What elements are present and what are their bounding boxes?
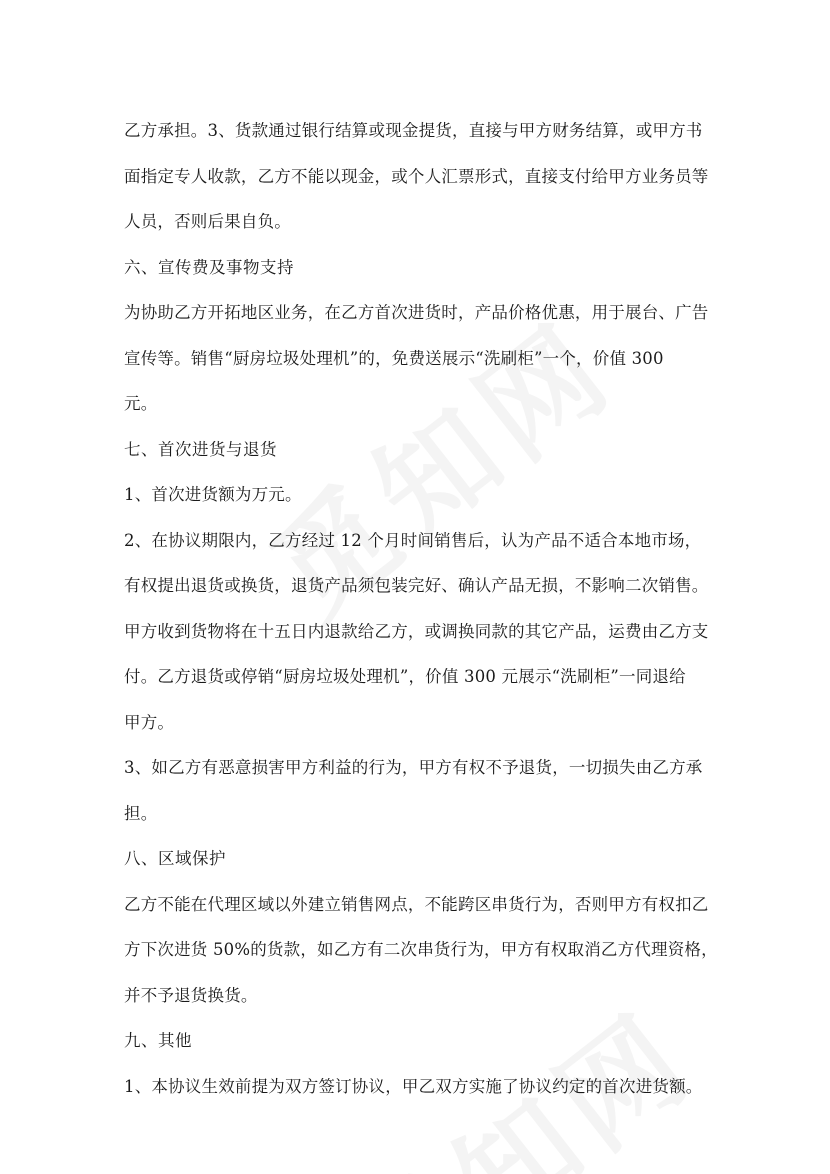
section-heading-other: 九、其他 [124,1031,192,1050]
section-heading-territory-protection: 八、区域保护 [124,849,226,868]
document-body [124,108,718,1109]
paragraph-line: 宣传等。销售“厨房垃圾处理机”的，免费送展示“洗刷柜”一个，价值 300 [124,348,664,368]
paragraph-line: 甲方收到货物将在十五日内退款给乙方，或调换同款的其它产品，运费由乙方支 [124,621,709,641]
section-heading-first-order-returns: 七、首次进货与退货 [124,439,277,459]
paragraph-line: 元。 [124,394,158,413]
paragraph-line: 乙方承担。3、货款通过银行结算或现金提货，直接与甲方财务结算，或甲方书 [124,121,703,140]
paragraph-line: 甲方。 [124,712,175,732]
paragraph-line: 方下次进货 50%的货款，如乙方有二次串货行为，甲方有权取消乙方代理资格， [124,940,718,959]
section-heading-publicity-support: 六、宣传费及事物支持 [124,257,294,277]
paragraph-line: 付。乙方退货或停销“厨房垃圾处理机”，价值 300 元展示“洗刷柜”一同退给 [124,667,686,686]
paragraph-line: 1、首次进货额为万元。 [124,485,302,504]
paragraph-line: 人员，否则后果自负。 [124,212,291,231]
paragraph-line: 担。 [124,803,158,823]
paragraph-line: 面指定专人收款，乙方不能以现金，或个人汇票形式，直接支付给甲方业务员等 [124,166,709,186]
paragraph-line: 并不予退货换货。 [124,985,258,1005]
paragraph-line: 2、在协议期限内，乙方经过 12 个月时间销售后，认为产品不适合本地市场， [124,530,702,550]
paragraph-line: 乙方不能在代理区域以外建立销售网点，不能跨区串货行为，否则甲方有权扣乙 [124,894,709,914]
paragraph-line: 为协助乙方开拓地区业务，在乙方首次进货时，产品价格优惠，用于展台、广告 [124,303,709,322]
paragraph-line: 1、本协议生效前提为双方签订协议，甲乙双方实施了协议约定的首次进货额。 [124,1076,703,1096]
paragraph-line: 有权提出退货或换货，退货产品须包装完好、确认产品无损，不影响二次销售。 [124,576,709,595]
paragraph-line: 3、如乙方有恶意损害甲方利益的行为，甲方有权不予退货，一切损失由乙方承 [124,758,703,777]
